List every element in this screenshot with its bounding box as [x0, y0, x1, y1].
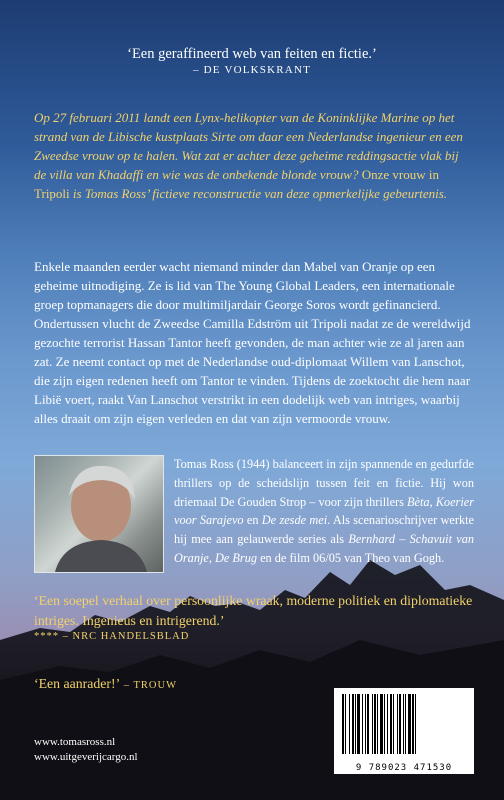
body-paragraph-1: Enkele maanden eerder wacht niemand minder dan Mabel van Oranje op een geheime uitnodiging. Ze is lid van The Young Global Leaders, een internationale groep topmanagers die door multimiljardair George Soros wordt gefinancierd. — [34, 259, 455, 312]
barcode-bar — [390, 694, 392, 754]
bio-text-2: , — [429, 494, 436, 509]
bio-text-6: en de film 06/05 van Theo van Gogh. — [257, 550, 445, 565]
top-quote-source: – DE VOLKSKRANT — [192, 64, 312, 76]
barcode-bar — [362, 694, 363, 754]
middle-quote: ‘Een soepel verhaal over persoonlijke wraak, moderne politiek en diplomatieke intriges. Ingenieus en intrigerend.’ — [34, 593, 473, 628]
barcode-number: 9 789023 471530 — [355, 763, 453, 773]
bio-text-5: , — [208, 550, 215, 565]
barcode — [334, 688, 474, 774]
middle-quote-publisher: – NRC HANDELSBLAD — [59, 631, 190, 642]
author-photo — [34, 455, 164, 573]
intro-paragraph — [34, 108, 474, 203]
intro-part-3: is Tomas Ross’ fictieve reconstructie van deze opmerkelijke gebeurtenis. — [72, 186, 448, 201]
body-paragraph-2: Ondertussen vlucht de Zweedse Camilla Edström uit Tripoli nadat ze de wereldwijd gezochte terrorist Hassan Tantor heeft gevonden, de man achter wie ze al jaren aan zat. Ze neemt contact op met de Nederlandse oud-diplomaat Willem van Lanschot, die zijn eigen redenen heeft om Tantor te vinden. Tijdens de zoektocht die hem naar Libië voert, raakt Van Lanschot verstrikt in een dodelijk web van intriges, waarbij alles draait om zijn eigen verleden en dat van zijn vermoorde vrouw. — [34, 316, 471, 426]
barcode-bar — [387, 694, 388, 754]
barcode-bar — [403, 694, 404, 754]
bio-text-4: . Als scenarioschrijver werkte hij mee aan gelauwerde series als — [174, 513, 474, 547]
barcode-bar — [365, 694, 366, 754]
barcode-bar — [352, 694, 354, 754]
top-quote: ‘Een geraffineerd web van feiten en fictie.’ — [127, 46, 377, 62]
websites — [34, 735, 234, 765]
bio-title-4: Bernhard – Schavuit van Oranje — [174, 532, 474, 565]
bio-title-5: De Brug — [215, 550, 258, 565]
barcode-bar — [345, 694, 346, 754]
author-bio — [174, 455, 474, 568]
barcode-bar — [412, 694, 414, 754]
lower-quote-source: – TROUW — [120, 680, 177, 691]
barcode-bar — [393, 694, 394, 754]
barcode-bar — [372, 694, 373, 754]
barcode-bar — [380, 694, 383, 754]
barcode-bar — [367, 694, 369, 754]
bio-text-1: Tomas Ross (1944) balanceert in zijn spannende en gedurfde thrillers op de scheidslijn tussen feit en fictie. Hij won driemaal De Gouden Strop – voor zijn thrillers — [174, 457, 474, 509]
lower-quote — [34, 676, 177, 692]
barcode-bar — [405, 694, 406, 754]
barcode-bar — [384, 694, 385, 754]
barcode-bar — [415, 694, 416, 754]
barcode-bar — [349, 694, 350, 754]
barcode-bar — [377, 694, 378, 754]
website-link-1[interactable]: www.tomasross.nl — [34, 736, 116, 748]
barcode-bar — [355, 694, 356, 754]
bio-title-1: Bèta — [407, 494, 430, 509]
intro-part-1: Op 27 februari 2011 landt een Lynx-helikopter van de Koninklijke Marine op het strand van de Libische kustplaats Sirte om daar een Nederlandse ingenieur en een Zweedse vrouw op te halen. Wat zat er achter deze geheime reddingsactie vlak bij de villa van Khadaffi en wie was de onbekende blonde vrouw? — [34, 110, 463, 182]
barcode-bar — [357, 694, 360, 754]
barcode-bar — [397, 694, 398, 754]
website-link-2[interactable]: www.uitgeverijcargo.nl — [34, 751, 138, 763]
bio-text-3: en — [243, 513, 262, 528]
bio-title-3: De zesde mei — [261, 513, 328, 528]
middle-quote-source — [34, 631, 189, 642]
bio-title-2: Koerier voor Sarajevo — [174, 494, 474, 528]
rating-stars: **** — [34, 631, 59, 642]
lower-quote-text: ‘Een aanrader!’ — [34, 676, 121, 691]
body-text — [34, 257, 474, 428]
barcode-bar — [399, 694, 401, 754]
intro-title: Onze vrouw in Tripoli — [34, 167, 439, 201]
barcode-bars — [334, 688, 474, 760]
barcode-bar — [342, 694, 344, 754]
barcode-bar — [374, 694, 376, 754]
barcode-bar — [408, 694, 411, 754]
